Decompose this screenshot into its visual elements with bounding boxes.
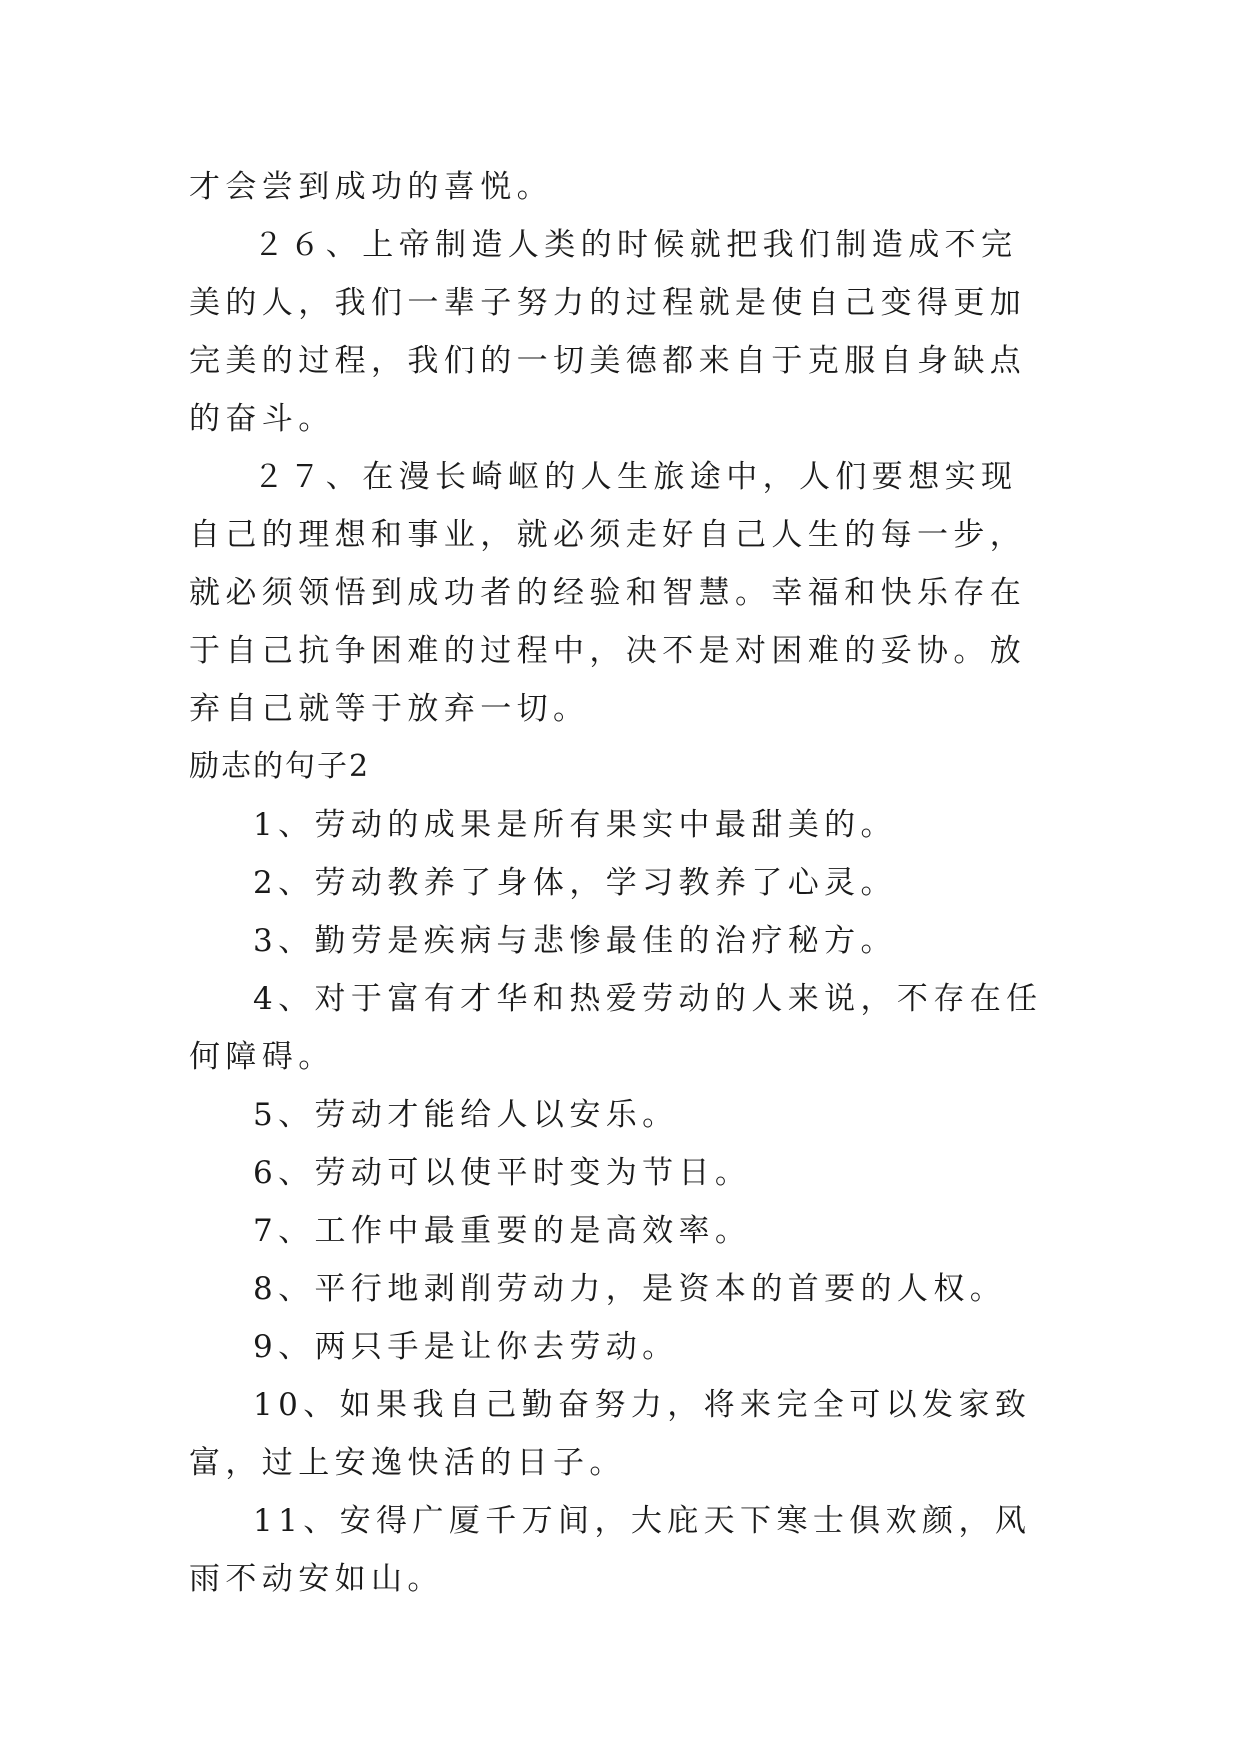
section-title: 励志的句子2 <box>189 749 371 784</box>
list-item: 6、劳动可以使平时变为节日。 <box>253 1155 752 1191</box>
list-item: 9、两只手是让你去劳动。 <box>253 1329 679 1365</box>
list-item: 4、对于富有才华和热爱劳动的人来说，不存在任何障碍。 <box>189 981 1043 1075</box>
list-item: 2、劳动教养了身体，学习教养了心灵。 <box>253 865 897 901</box>
list-item: 7、工作中最重要的是高效率。 <box>253 1213 752 1249</box>
list-item: 8、平行地剥削劳动力，是资本的首要的人权。 <box>253 1271 1007 1307</box>
continuation-text: 才会尝到成功的喜悦。 <box>189 169 553 205</box>
list-item: ２６、上帝制造人类的时候就把我们制造成不完美的人，我们一辈子努力的过程就是使自己变得更加完美的过程，我们的一切美德都来自于克服自身缺点的奋斗。 <box>189 227 1027 437</box>
list-item: ２７、在漫长崎岖的人生旅途中，人们要想实现自己的理想和事业，就必须走好自己人生的每一步，就必须领悟到成功者的经验和智慧。幸福和快乐存在于自己抗争困难的过程中，决不是对困难的妥协。放弃自己就等于放弃一切。 <box>189 459 1027 727</box>
list-item: 10、如果我自己勤奋努力，将来完全可以发家致富，过上安逸快活的日子。 <box>189 1387 1032 1481</box>
document-body <box>189 158 1049 1608</box>
list-item: 1、劳动的成果是所有果实中最甜美的。 <box>253 807 897 843</box>
list-item: 11、安得广厦千万间，大庇天下寒士俱欢颜，风雨不动安如山。 <box>189 1503 1032 1597</box>
list-item: 3、勤劳是疾病与悲惨最佳的治疗秘方。 <box>253 923 897 959</box>
list-item: 5、劳动才能给人以安乐。 <box>253 1097 679 1133</box>
